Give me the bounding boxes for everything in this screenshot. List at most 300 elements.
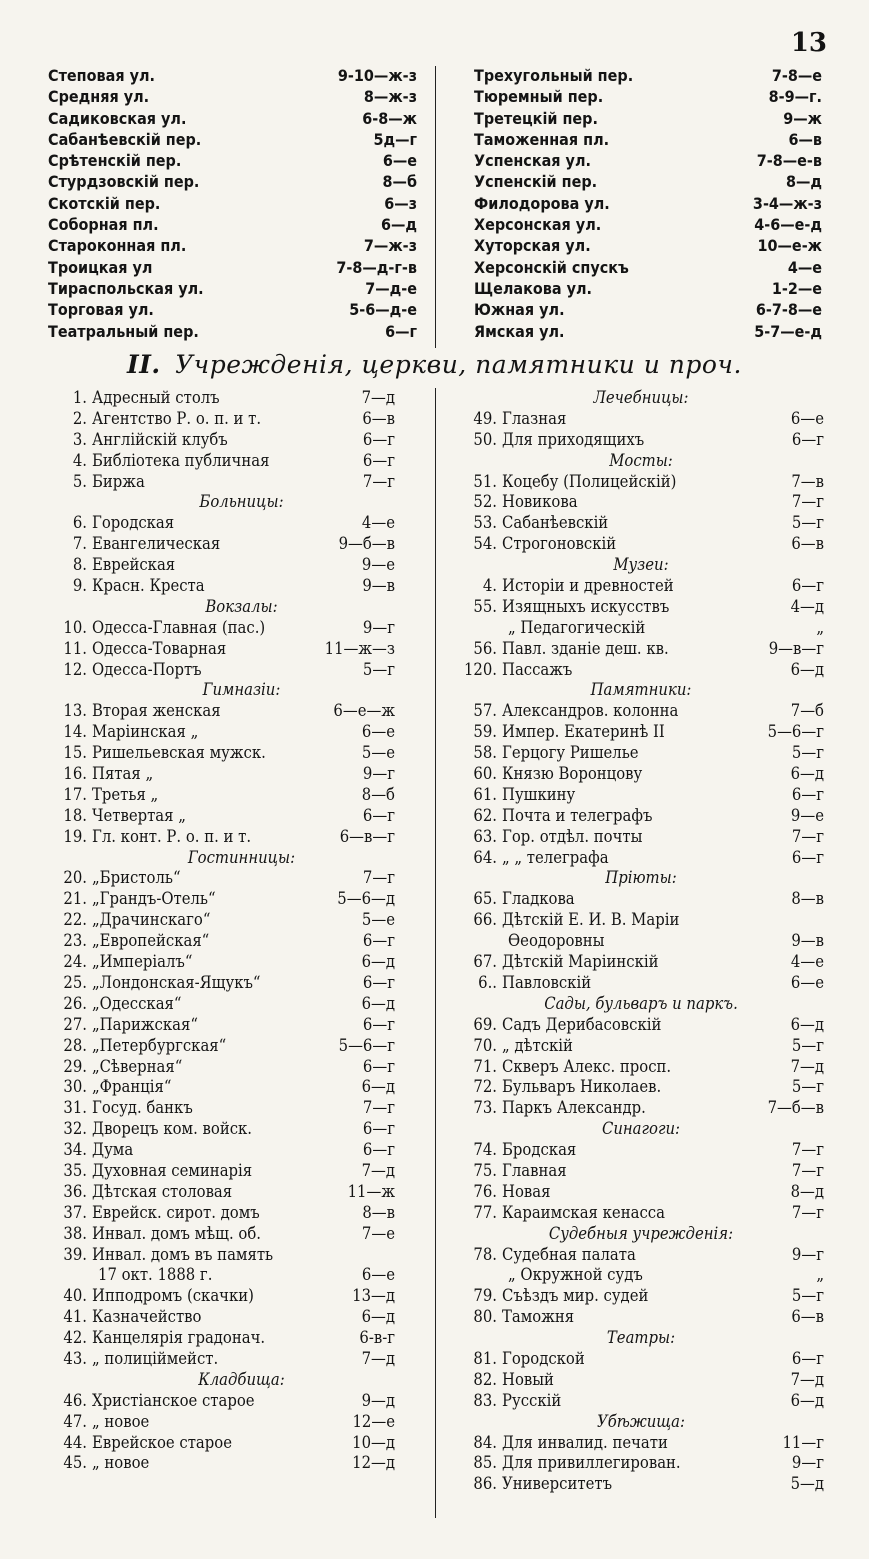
entry-name: Дума [92,1140,134,1160]
street-row [48,87,419,108]
entry-grid-ref: 5—д [790,1474,824,1494]
street-name: Торговая ул. [48,300,154,320]
entry-row [458,639,824,660]
institutions-index [48,388,824,1518]
entry-number: 78. [473,1244,497,1264]
street-name: Южная ул. [474,300,565,320]
entry-name: „Имперіалъ“ [92,952,193,972]
entry-name: Сабанѣевскій [502,513,609,533]
entry-name: Почта и телеграфъ [502,805,653,825]
entry-grid-ref: 9—б—в [338,534,395,554]
entry-number: 2. [72,408,87,428]
entry-name: Судебная палата [502,1244,636,1264]
entry-name: Павловскій [502,972,592,992]
entry-name: Дѣтскій Е. И. В. Маріи [502,910,680,930]
entry-row [48,534,395,555]
entry-grid-ref: 6—д [361,952,395,972]
street-name: Ямская ул. [474,321,565,341]
entry-number: 43. [63,1348,87,1368]
entry-grid-ref: 6—д [790,659,824,679]
entry-row [48,1224,395,1245]
entry-row [458,785,824,806]
entry-grid-ref: 5—г [791,1286,824,1306]
entry-number: 5. [72,471,87,491]
entry-grid-ref: 12—д [352,1453,395,1473]
entry-number: 30. [63,1077,87,1097]
entry-name: Адресный столъ [92,388,220,407]
entry-grid-ref: 6—е [790,408,824,428]
entry-name: Новикова [502,492,578,512]
entry-row [458,492,824,513]
street-name: Третецкій пер. [474,108,598,128]
entry-name: Маріинская „ [92,722,199,742]
entry-grid-ref: 6—д [361,1307,395,1327]
entry-row [48,576,395,597]
entry-number: 16. [63,764,87,784]
entry-number: 59. [473,722,497,742]
entry-grid-ref: 7—д [790,1369,824,1389]
entry-grid-ref: 7—г [791,826,824,846]
street-name: Херсонскій спускъ [474,257,629,277]
entry-name: Духовная семинарія [92,1160,253,1180]
entry-row [48,889,395,910]
entry-row [458,1015,824,1036]
entry-number: 4. [72,450,87,470]
entry-number: 45. [63,1453,87,1473]
entry-number: 72. [473,1077,497,1097]
street-name: Щелакова ул. [474,278,592,298]
street-row [474,87,824,108]
category-heading: Вокзалы: [205,596,278,616]
entry-grid-ref: 9—в [791,931,824,951]
entry-grid-ref: 6—г [362,931,395,951]
entry-grid-ref: 6-в-г [359,1328,395,1348]
entry-name: „Европейская“ [92,931,210,951]
entry-name: Дворецъ ком. войск. [92,1119,253,1139]
entry-row [48,806,395,827]
entry-name: Скверъ Алекс. просп. [502,1056,672,1076]
entry-grid-ref: 9—г [362,764,395,784]
entry-row [48,660,395,681]
entry-grid-ref: 7—г [362,1098,395,1118]
entry-number: 60. [473,764,497,784]
category-heading: Театры: [606,1328,676,1348]
street-name: Театральный пер. [48,321,199,341]
entry-number: 21. [63,889,87,909]
street-row [474,215,824,236]
entry-name: Красн. Креста [92,576,205,596]
category-heading: Кладбища: [198,1369,285,1389]
category-heading: Музеи: [613,555,669,575]
entry-grid-ref: 7—д [361,1160,395,1180]
entry-number: 66. [473,910,497,930]
entry-number: 73. [473,1098,497,1118]
entry-row [48,1349,395,1370]
entry-name: Главная [502,1160,567,1180]
entry-name: Для приходящихъ [502,429,645,449]
entry-row [458,827,824,848]
street-name: Троицкая ул [48,257,153,277]
entry-grid-ref: 13—д [352,1286,395,1306]
entry-row [458,973,824,994]
entry-grid-ref: „ [816,1265,824,1285]
entry-name: Павл. зданіе деш. кв. [502,638,669,658]
entry-grid-ref: 7—д [361,1348,395,1368]
entry-grid-ref: 10—д [352,1432,395,1452]
entry-name: Таможня [502,1307,575,1327]
entry-row [458,848,824,869]
entry-name: „Одесская“ [92,993,182,1013]
entry-continuation [48,1265,395,1286]
entry-name: „Франція“ [92,1077,172,1097]
entry-number: 70. [473,1035,497,1055]
street-grid-ref: 6—е [382,151,417,171]
street-row [48,279,419,300]
street-row [474,258,824,279]
entry-number: 85. [473,1453,497,1473]
entry-number: 61. [473,784,497,804]
entry-grid-ref: 7—г [791,492,824,512]
entry-grid-ref: 7—д [790,1056,824,1076]
entry-number: 82. [473,1369,497,1389]
entry-row [48,1057,395,1078]
entry-grid-ref: 4—е [361,513,395,533]
entry-grid-ref: 5—е [361,910,395,930]
entry-grid-ref: 12—е [352,1411,395,1431]
entry-number: 23. [63,931,87,951]
category-heading: Сады, бульваръ и паркъ. [544,993,738,1013]
street-row [474,130,824,151]
entry-grid-ref: 6—д [790,1390,824,1410]
entry-number: 62. [473,805,497,825]
street-row [48,194,419,215]
entry-name: Еврейск. сирот. домъ [92,1202,260,1222]
entry-number: 17. [63,784,87,804]
entry-number: 28. [63,1035,87,1055]
street-row [48,66,419,87]
entry-grid-ref: 6—г [791,429,824,449]
category-heading: Больницы: [199,492,284,512]
street-row [48,215,419,236]
entry-grid-ref: 7—г [362,868,395,888]
entry-grid-ref: 5—6—д [337,889,395,909]
entry-name: Пушкину [502,784,576,804]
entry-row [48,555,395,576]
entry-row [48,1098,395,1119]
entry-name: Одесса-Товарная [92,638,227,658]
entry-continuation [458,931,824,952]
entry-name: „Бристоль“ [92,868,181,888]
entry-number: 71. [473,1056,497,1076]
street-row [48,258,419,279]
entry-number: 20. [63,868,87,888]
category-heading: Судебныя учрежденія: [548,1223,734,1243]
entry-row [48,827,395,848]
entry-number: 40. [63,1286,87,1306]
entry-row [48,1077,395,1098]
entry-row [48,639,395,660]
entry-row [48,1182,395,1203]
entry-row [48,722,395,743]
entry-row [48,1412,395,1433]
entry-number: 41. [63,1307,87,1327]
entry-row [458,1036,824,1057]
entry-number: 31. [63,1098,87,1118]
entry-name: Гладкова [502,889,575,909]
entry-row [458,534,824,555]
street-name: Садиковская ул. [48,108,187,128]
entry-name: Александров. колонна [502,701,679,721]
section-title: Учрежденія, церкви, памятники и проч. [175,350,742,379]
entry-row [458,1057,824,1078]
entry-grid-ref: 6—г [362,450,395,470]
entry-row [48,472,395,493]
entry-row [48,409,395,430]
category-heading: Убѣжища: [596,1411,686,1431]
entry-name: Христіанское старое [92,1390,255,1410]
entry-name: Англійскій клубъ [92,429,228,449]
entry-grid-ref: 8—в [791,889,824,909]
entry-number: 4. [482,576,497,596]
entry-row [458,806,824,827]
entry-name: Дѣтская столовая [92,1181,233,1201]
entry-name: „Грандъ-Отель“ [92,889,216,909]
entry-number: 51. [473,471,497,491]
entry-number: 1. [72,388,87,407]
entry-number: 42. [63,1328,87,1348]
entry-grid-ref: 6—г [791,1348,824,1368]
street-row [48,236,419,257]
entry-row [48,1119,395,1140]
entry-name: Канцелярія градонач. [92,1328,266,1348]
entry-number: 19. [63,826,87,846]
entry-name: Четвертая „ [92,805,186,825]
entry-number: 39. [63,1244,87,1264]
entry-number: 13. [63,701,87,721]
entry-number: 63. [473,826,497,846]
entry-grid-ref: 5—г [791,513,824,533]
entry-name: Инвал. домъ въ память [92,1244,274,1264]
entry-grid-ref: 9—г [791,1453,824,1473]
entry-number: 8. [72,555,87,575]
entry-number: 35. [63,1160,87,1180]
page-number: 13 [790,28,827,58]
entry-number: 50. [473,429,497,449]
entry-row [48,513,395,534]
section-heading [0,350,869,379]
entry-row [458,910,824,931]
entry-row [458,1370,824,1391]
street-grid-ref: 7-8—д-г-в [336,257,417,277]
entry-row [48,430,395,451]
entry-number: 54. [473,534,497,554]
entry-number: 36. [63,1181,87,1201]
entry-grid-ref: 7—в [791,471,824,491]
entry-grid-ref: 6—г [362,1056,395,1076]
entry-name: Еврейское старое [92,1432,232,1452]
category-heading: Лечебницы: [593,388,689,407]
entry-row [48,994,395,1015]
entry-name: Агентство Р. о. п. и т. [92,408,262,428]
entry-row [48,618,395,639]
entry-name: Дѣтскій Маріинскій [502,952,659,972]
entry-number: 74. [473,1140,497,1160]
entry-number: 120. [463,659,497,679]
entry-grid-ref: 11—ж [347,1181,395,1201]
entry-name: Гл. конт. Р. о. п. и т. [92,826,252,846]
entry-grid-ref: 7—г [362,471,395,491]
entry-name: Ипподромъ (скачки) [92,1286,254,1306]
street-grid-ref: 7-8—е-в [756,151,822,171]
entry-row [458,1391,824,1412]
street-grid-ref: 6—д [380,215,417,235]
entry-row [458,1349,824,1370]
entry-row [458,1307,824,1328]
entry-number: 22. [63,910,87,930]
entry-name: Евангелическая [92,534,221,554]
category-heading: Пріюты: [605,868,677,888]
entry-grid-ref: 6—г [791,576,824,596]
entry-row [458,1182,824,1203]
entry-number: 67. [473,952,497,972]
entry-name: Еврейская [92,555,176,575]
entry-row [458,1474,824,1495]
entry-name: Гор. отдѣл. почты [502,826,643,846]
entry-name: „Драчинскаго“ [92,910,211,930]
entry-grid-ref: 6—е—ж [333,701,395,721]
entry-name: Для инвалид. печати [502,1432,668,1452]
entry-row [48,785,395,806]
entry-grid-ref: 6—г [362,429,395,449]
street-column-right [436,66,824,348]
entry-grid-ref: 9—д [361,1390,395,1410]
street-name: Таможенная пл. [474,129,610,149]
entry-name: „ Педагогическій [508,617,646,637]
street-row [474,236,824,257]
street-grid-ref: 6-8—ж [362,108,417,128]
entry-grid-ref: 6—в [791,1307,824,1327]
entry-number: 53. [473,513,497,533]
street-row [474,172,824,193]
entry-number: 86. [473,1474,497,1494]
entry-number: 84. [473,1432,497,1452]
entry-grid-ref: 6—в—г [339,826,395,846]
entry-name: Университетъ [502,1474,613,1494]
entry-row [458,1433,824,1454]
entry-grid-ref: 5—е [361,743,395,763]
street-grid-ref: 7—ж-з [363,236,417,256]
entry-row [458,409,824,430]
entry-number: 76. [473,1181,497,1201]
entry-row [48,701,395,722]
entry-name: Городской [502,1348,585,1368]
entry-number: 49. [473,408,497,428]
entry-grid-ref: 9—г [362,617,395,637]
entry-row [48,1286,395,1307]
entry-name: „Парижская“ [92,1014,198,1034]
entry-grid-ref: 5—г [791,1077,824,1097]
street-row [474,300,824,321]
entry-number: 10. [63,617,87,637]
street-name: Сабанѣевскій пер. [48,129,202,149]
entry-grid-ref: 6—г [362,1119,395,1139]
entry-grid-ref: 8—д [790,1181,824,1201]
entry-number: 75. [473,1160,497,1180]
entry-number: 81. [473,1348,497,1368]
entry-row [458,660,824,681]
category-heading: Гостинницы: [187,847,296,867]
street-name: Степовая ул. [48,66,155,85]
entry-grid-ref: 6—г [791,784,824,804]
entry-row [48,1433,395,1454]
street-name: Филодорова ул. [474,193,610,213]
entry-grid-ref: 6—г [362,972,395,992]
entry-name: „Лондонская-Ящукъ“ [92,972,261,992]
entry-row [48,1307,395,1328]
entry-row [48,1161,395,1182]
entry-number: 56. [473,638,497,658]
street-row [48,151,419,172]
entry-number: 47. [63,1411,87,1431]
street-name: Тираспольская ул. [48,278,204,298]
entry-name: „ Окружной судъ [508,1265,643,1285]
entry-name: Одесса-Главная (пас.) [92,617,266,637]
street-grid-ref: 10—е-ж [757,236,822,256]
entry-name: „Сѣверная“ [92,1056,183,1076]
institutions-column-right [436,388,824,1518]
street-grid-ref: 4-6—е-д [754,215,822,235]
entry-name: Паркъ Александр. [502,1098,646,1118]
street-name: Срѣтенскій пер. [48,151,182,171]
entry-name: Изящныхъ искусствъ [502,596,670,616]
entry-number: 38. [63,1223,87,1243]
entry-name: „Петербургская“ [92,1035,227,1055]
entry-grid-ref: 7—б [790,701,824,721]
entry-number: 25. [63,972,87,992]
entry-grid-ref: 6—г [362,1140,395,1160]
entry-number: 9. [72,576,87,596]
entry-grid-ref: 5—6—г [338,1035,395,1055]
entry-row [48,973,395,994]
street-grid-ref: 6—г [385,321,417,341]
entry-name: Русскій [502,1390,562,1410]
entry-row [458,701,824,722]
street-name: Успенскій пер. [474,172,598,192]
entry-row [458,597,824,618]
entry-row [48,1140,395,1161]
entry-row [48,1328,395,1349]
entry-row [48,910,395,931]
entry-name: Импер. Екатеринѣ II [502,722,665,742]
street-row [474,322,824,343]
street-row [474,279,824,300]
entry-row [48,451,395,472]
entry-number: 11. [63,638,87,658]
category-heading: Гимназіи: [202,680,281,700]
entry-grid-ref: 11—г [782,1432,824,1452]
entry-grid-ref: 9—е [361,555,395,575]
street-grid-ref: 6-7-8—е [755,300,822,320]
entry-name: Вторая женская [92,701,221,721]
entry-row [458,1098,824,1119]
entry-row [48,1391,395,1412]
entry-grid-ref: 8—б [361,784,395,804]
entry-number: 18. [63,805,87,825]
entry-number: 52. [473,492,497,512]
entry-name: Коцебу (Полицейскій) [502,471,677,491]
street-grid-ref: 4—е [787,257,822,277]
entry-row [458,513,824,534]
